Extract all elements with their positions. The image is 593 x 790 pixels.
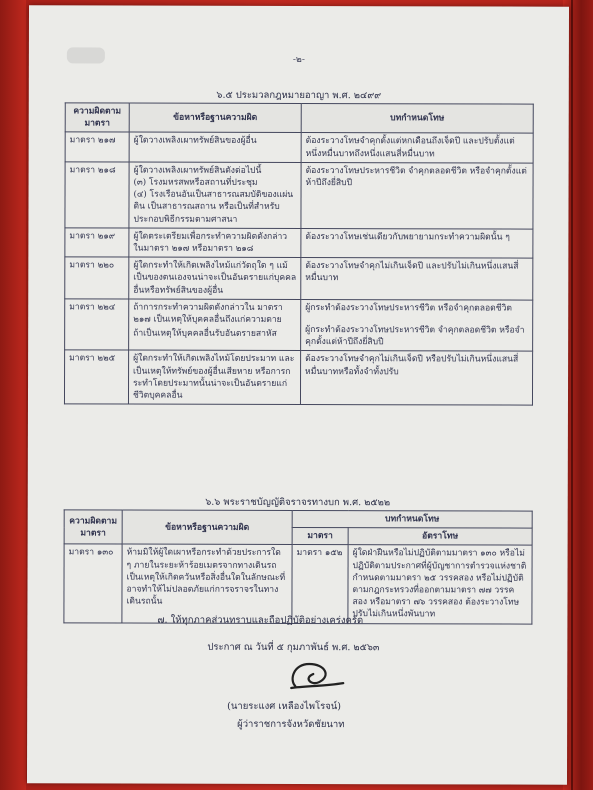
instruction-text: ๗. ให้ทุกภาคส่วนทราบและถือปฏิบัติอย่างเคร่งครัด (157, 614, 364, 627)
charge-text: ผู้ใดวางเพลิงเผาทรัพย์สินดังต่อไปนี้ (133, 165, 262, 176)
article-cell: มาตรา ๒๒๐ (65, 257, 129, 299)
table-row (65, 162, 533, 229)
penal-code-table (64, 102, 534, 405)
penalty-text: ต้องระวางโทษจำคุกไม่เกินเจ็ดปี และปรับไม่เกินหนึ่งแสนสี่หมื่นบาท (305, 261, 519, 284)
article-cell: มาตรา ๒๒๕ (64, 350, 128, 404)
penalty-text: ต้องระวางโทษจำคุกไม่เกินเจ็ดปี หรือปรับไม่เกินหนึ่งแสนสี่หมื่นบาทหรือทั้งจำทั้งปรับ (305, 354, 519, 377)
article-cell: มาตรา ๒๑๘ (65, 162, 129, 228)
article-cell: มาตรา ๒๑๗ (65, 132, 129, 162)
penalty-cell (301, 299, 533, 351)
table-row (65, 228, 533, 259)
handwritten-signature (285, 656, 345, 694)
charge-cell: ห้ามมิให้ผู้ใดเผาหรือกระทำด้วยประการใด ๆ ภายในระยะห้าร้อยเมตรจากทางเดินรถ เป็นเหตุให้เกิดควันหรือสิ่งอื่นใดในลักษณะที่อาจทำให้ไม่ปลอดภัยแก่การจราจรในทางเดินรถนั้น (122, 544, 292, 623)
penalty-cell (301, 162, 533, 229)
section-title-traffic-act: ๖.๖ พระราชบัญญัติจราจรทางบก พ.ศ. ๒๕๒๒ (205, 496, 391, 509)
binder-left-edge (0, 0, 26, 790)
penalty-cell (301, 133, 533, 163)
charge-text: ผู้ใดกระทำให้เกิดเพลิงไหม้แก่วัตถุใด ๆ แม้เป็นของตนเองจนน่าจะเป็นอันตรายแก่บุคคลอื่นหรือทรัพย์สินของผู้อื่น (133, 260, 297, 296)
penalty-text: ผู้กระทำต้องระวางโทษประหารชีวิต จำคุกตลอดชีวิต หรือจำคุกตั้งแต่ห้าปีถึงยี่สิบปี (305, 325, 525, 348)
article-cell: มาตรา ๒๒๔ (65, 299, 129, 351)
table-row (65, 257, 533, 300)
charge-text: ผู้ใดวางเพลิงเผาทรัพย์สินของผู้อื่น (133, 135, 257, 147)
table-row (64, 544, 532, 623)
header-penalty-rate: อัตราโทษ (348, 528, 532, 546)
penalty-cell (300, 351, 532, 405)
header-penalty-article: มาตรา (292, 528, 348, 545)
announcement-date: ประกาศ ณ วันที่ ๕ กุมภาพันธ์ พ.ศ. ๒๕๖๓ (207, 641, 380, 654)
charge-cell (129, 162, 301, 228)
table-row (64, 350, 532, 405)
signer-name: (นายระแงศ เหลืองไพโรจน์) (227, 700, 342, 713)
penalty-rate-cell: ผู้ใดฝ่าฝืนหรือไม่ปฏิบัติตามมาตรา ๑๓๐ หรือไม่ปฏิบัติตามประกาศที่ผู้บัญชาการตำรวจแห่งชาติกำหนดตามมาตรา ๒๕ วรรคสอง หรือไม่ปฏิบัติตามกฎกระทรวงที่ออกตามมาตรา ๗๗ วรรคสอง หรือมาตรา ๗๖ วรรคสอง ต้องระวางโทษปรับไม่เกินหนึ่งพันบาท (348, 545, 532, 624)
document-page (27, 5, 569, 784)
penalty-text: ต้องระวางโทษเช่นเดียวกับพยายามกระทำความผิดนั้น ๆ (305, 231, 510, 243)
charge-cell (129, 299, 301, 351)
penalty-text: ผู้กระทำต้องระวางโทษประหารชีวิต หรือจำคุกตลอดชีวิต (305, 302, 513, 314)
charge-cell (128, 351, 300, 405)
header-charge: ข้อหาหรือฐานความผิด (122, 510, 292, 545)
table-row (65, 132, 533, 163)
charge-text: (๔) โรงเรือนอันเป็นสาธารณสมบัติของแผ่นดิน เป็นสาธารณสถาน หรือเป็นที่สำหรับประกอบพิธีกรรมตามศาสนา (133, 189, 294, 225)
traffic-act-table (63, 509, 532, 624)
page-number: -๒- (292, 54, 305, 66)
header-penalty: บทกำหนดโทษ (301, 104, 533, 134)
article-cell: มาตรา ๒๑๙ (65, 228, 129, 258)
charge-text: ถ้าเป็นเหตุให้บุคคลอื่นรับอันตรายสาหัส (133, 328, 277, 340)
charge-cell (129, 132, 301, 162)
table-header-row (65, 103, 533, 134)
penalty-cell (301, 228, 533, 258)
header-penalty: บทกำหนดโทษ (292, 510, 532, 528)
table-header-row (64, 510, 532, 528)
table-row (65, 299, 533, 352)
charge-text: ถ้าการกระทำความผิดดังกล่าวใน มาตรา ๒๑๗ เป็นเหตุให้บุคคลอื่นถึงแก่ความตาย (133, 302, 283, 326)
charge-cell (129, 257, 301, 299)
charge-cell (129, 228, 301, 258)
penalty-cell (301, 258, 533, 300)
signer-title: ผู้ว่าราชการจังหวัดชัยนาท (237, 718, 345, 731)
header-charge: ข้อหาหรือฐานความผิด (129, 103, 301, 133)
header-article: ความผิดตาม มาตรา (65, 103, 129, 133)
article-cell: มาตรา ๑๓๐ (64, 544, 122, 622)
penalty-article-cell: มาตรา ๑๕๒ (292, 545, 348, 623)
penalty-text: ต้องระวางโทษจำคุกตั้งแต่หกเดือนถึงเจ็ดปี และปรับตั้งแต่หนึ่งหมื่นบาทถึงหนึ่งแสนสี่หมื่นบาท (305, 136, 515, 159)
section-title-penal-code: ๖.๕ ประมวลกฎหมายอาญา พ.ศ. ๒๔๙๙ (216, 89, 382, 102)
charge-text: (๓) โรงมหรสพหรือสถานที่ประชุม (133, 177, 258, 188)
penalty-text: ต้องระวางโทษประหารชีวิต จำคุกตลอดชีวิต หรือจำคุกตั้งแต่ห้าปีถึงยี่สิบปี (305, 165, 527, 189)
header-article: ความผิดตาม มาตรา (64, 510, 122, 545)
charge-text: ผู้ใดตระเตรียมเพื่อกระทำความผิดดังกล่าวในมาตรา ๒๑๗ หรือมาตรา ๒๑๘ (133, 231, 288, 254)
charge-text: ผู้ใดกระทำให้เกิดเพลิงไหม้โดยประมาท และเป็นเหตุให้ทรัพย์ของผู้อื่นเสียหาย หรือการกระทำโดยประมาทนั้นน่าจะเป็นอันตรายแก่ชีวิตบุคคลอื่น (132, 354, 295, 401)
